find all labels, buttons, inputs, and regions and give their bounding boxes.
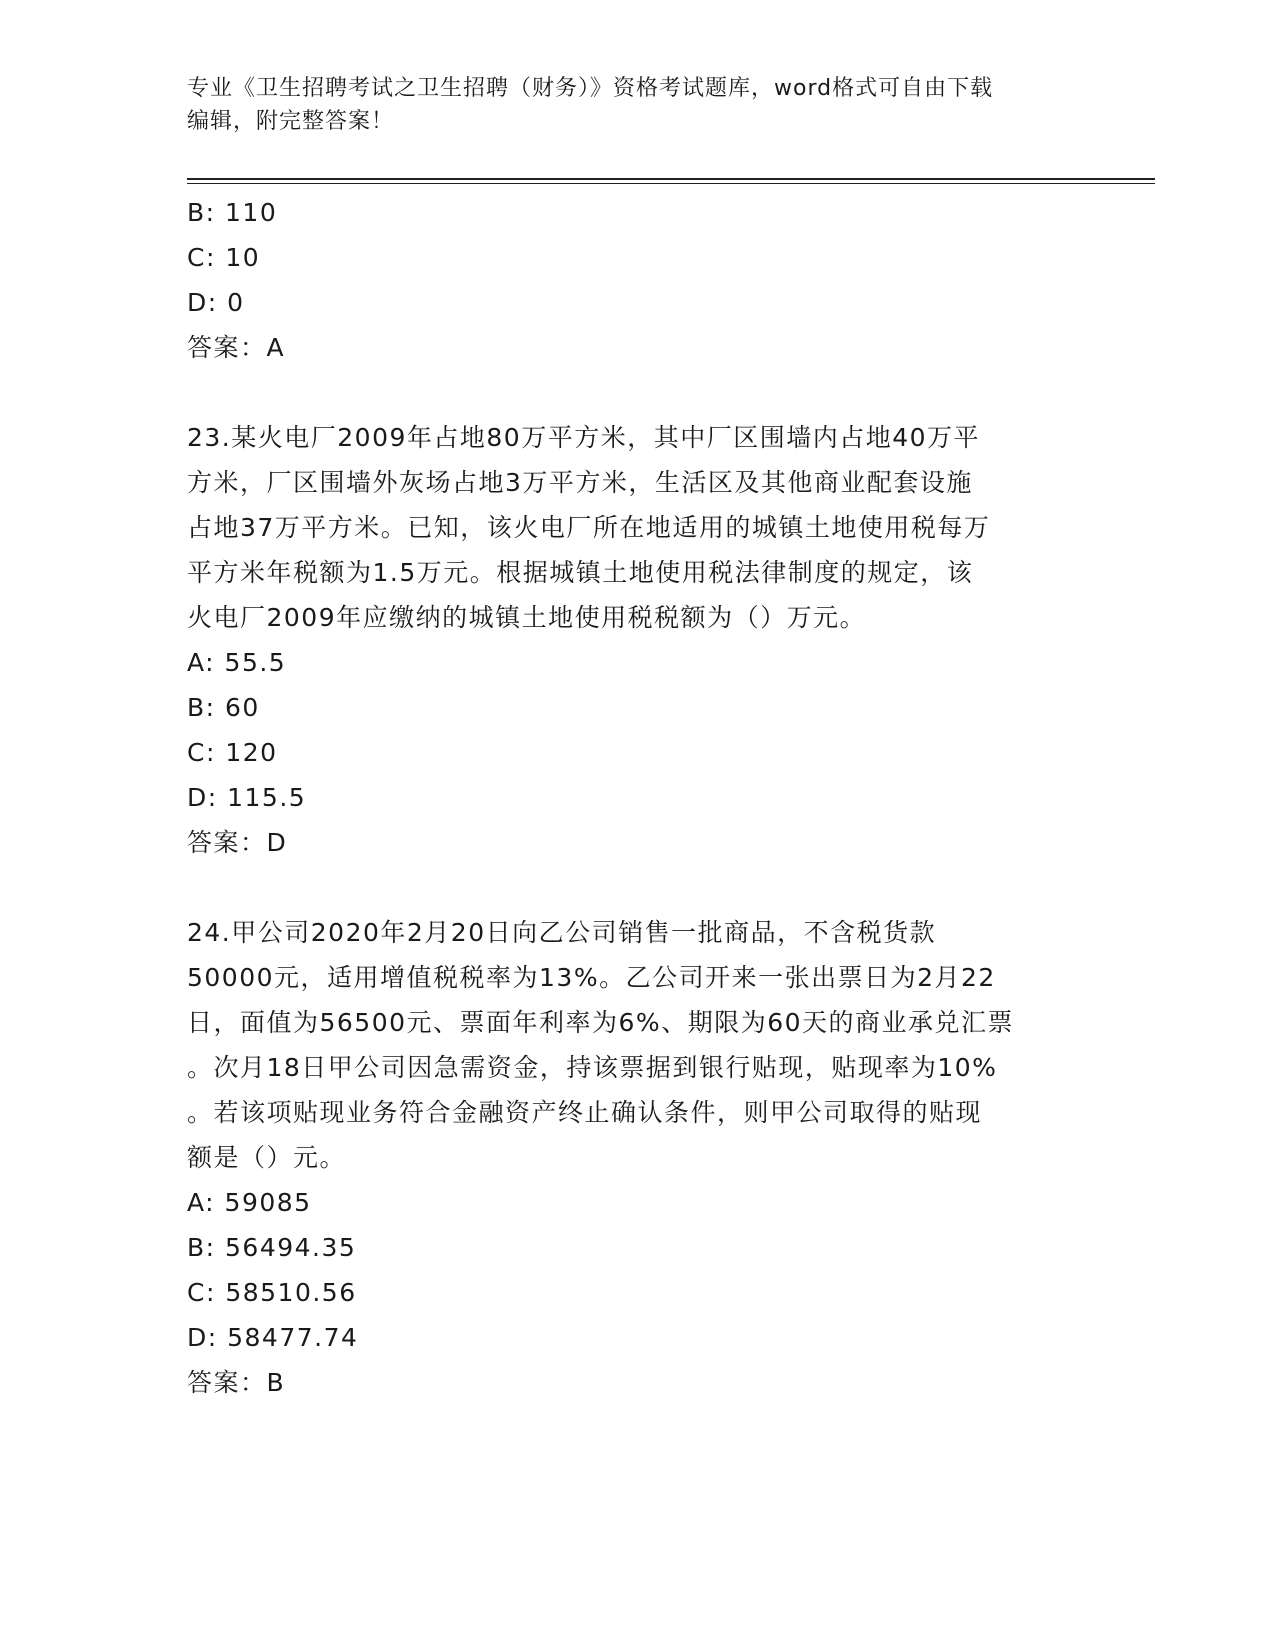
question-text-line: 平方米年税额为1.5万元。根据城镇土地使用税法律制度的规定，该 (187, 558, 974, 587)
question-text-line: 占地37万平方米。已知，该火电厂所在地适用的城镇土地使用税每万 (187, 513, 991, 542)
question-text-line: 50000元，适用增值税税率为13%。乙公司开来一张出票日为2月22 (187, 963, 996, 992)
question-text-line: 日，面值为56500元、票面年利率为6%、期限为60天的商业承兑汇票 (187, 1008, 1015, 1037)
option-b: B: 60 (187, 693, 260, 722)
option-a: A: 59085 (187, 1188, 312, 1217)
option-a: A: 55.5 (187, 648, 287, 677)
option-c: C: 10 (187, 243, 261, 272)
option-d: D: 115.5 (187, 783, 307, 812)
question-24 (187, 910, 1087, 1405)
option-b: B: 56494.35 (187, 1233, 357, 1262)
header-divider-thin (187, 183, 1155, 184)
question-text (187, 415, 1087, 640)
header-line-1: 专业《卫生招聘考试之卫生招聘（财务）》资格考试题库，word格式可自由下载 (187, 76, 994, 101)
question-text-line: 。若该项贴现业务符合金融资产终止确认条件，则甲公司取得的贴现 (187, 1098, 983, 1127)
option-c: C: 120 (187, 738, 278, 767)
option-d: D: 58477.74 (187, 1323, 359, 1352)
question-text-line: 方米，厂区围墙外灰场占地3万平方米，生活区及其他商业配套设施 (187, 468, 973, 497)
question-text-line: 火电厂2009年应缴纳的城镇土地使用税税额为（）万元。 (187, 603, 867, 632)
question-text-line: 额是（）元。 (187, 1143, 347, 1172)
page-header (187, 72, 1087, 138)
answer-line: 答案：D (187, 828, 288, 857)
question-text-line: 23.某火电厂2009年占地80万平方米，其中厂区围墙内占地40万平 (187, 423, 981, 452)
question-text (187, 910, 1087, 1180)
answer-line: 答案：A (187, 333, 286, 362)
question-text-line: 。次月18日甲公司因急需资金，持该票据到银行贴现，贴现率为10% (187, 1053, 998, 1082)
header-line-2: 编辑，附完整答案！ (187, 109, 395, 134)
answer-line: 答案：B (187, 1368, 286, 1397)
header-divider-thick (187, 178, 1155, 180)
prev-question (187, 190, 1087, 370)
document-body (187, 190, 1087, 1405)
option-c: C: 58510.56 (187, 1278, 357, 1307)
question-text-line: 24.甲公司2020年2月20日向乙公司销售一批商品，不含税货款 (187, 918, 937, 947)
question-23 (187, 415, 1087, 865)
option-d: D: 0 (187, 288, 245, 317)
option-b: B: 110 (187, 198, 278, 227)
